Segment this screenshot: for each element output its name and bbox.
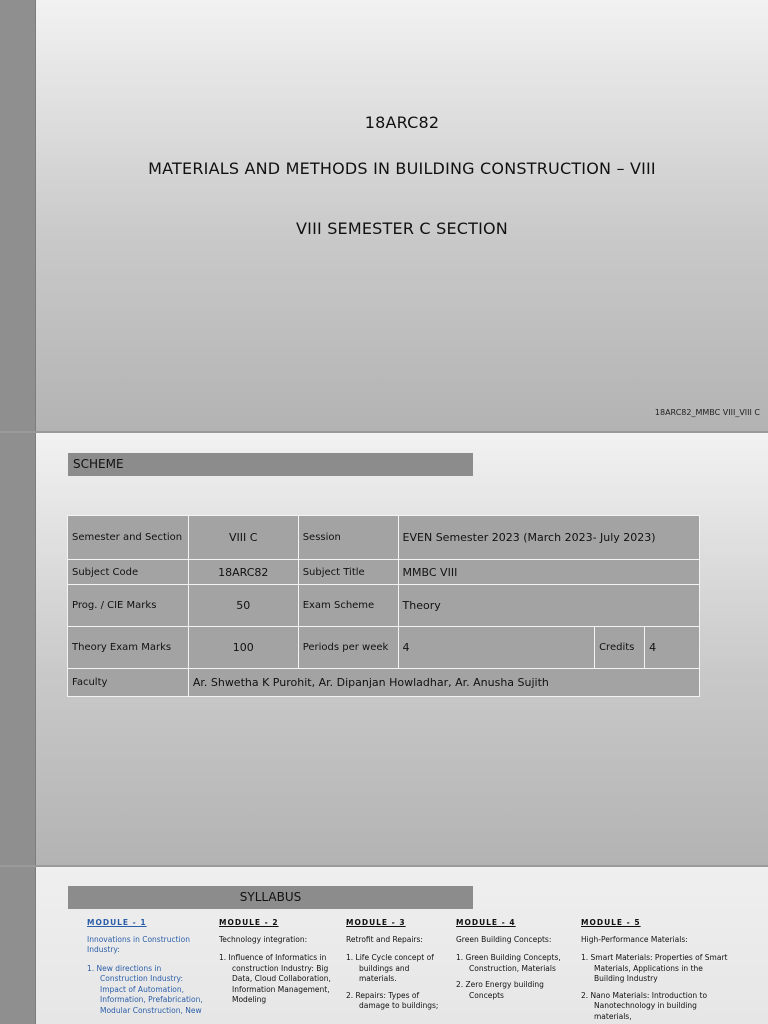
table-row [68,516,700,560]
cover-panel [36,0,768,431]
module-item: 1. Green Building Concepts, Construction, Materials [456,953,561,973]
table-cell: 18ARC82 [188,560,298,585]
table-cell: Faculty [68,669,189,697]
syllabus-slide [0,867,768,1024]
scheme-heading: SCHEME [68,453,473,476]
table-cell: Theory [398,585,699,627]
slide-footer: 18ARC82_MMBC VIII_VIII C [654,408,760,417]
table-row [68,560,700,585]
table-cell: Semester and Section [68,516,189,560]
table-cell: 4 [645,627,700,669]
table-cell: Ar. Shwetha K Purohit, Ar. Dipanjan Howladhar, Ar. Anusha Sujith [188,669,699,697]
table-cell: MMBC VIII [398,560,699,585]
module-topic: Innovations in Construction Industry: [87,934,190,954]
slide-thumbnail-strip [0,0,36,431]
module-item: 2. Repairs: Types of damage to buildings; [346,990,439,1010]
module-heading: MODULE - 1 [87,918,147,927]
module-item: 1. Life Cycle concept of buildings and materials. [346,953,434,983]
table-row [68,669,700,697]
scheme-slide [0,433,768,865]
table-cell: VIII C [188,516,298,560]
table-row [68,585,700,627]
module-topic: Green Building Concepts: [456,934,552,944]
semester-title: VIII SEMESTER C SECTION [296,219,508,238]
module-heading: MODULE - 2 [219,918,279,927]
module-heading: MODULE - 3 [346,918,406,927]
module-heading: MODULE - 5 [581,918,641,927]
table-cell: Session [298,516,398,560]
syllabus-heading: SYLLABUS [68,886,473,909]
table-row [68,627,700,669]
module-1-column [87,918,205,1022]
table-cell: 4 [398,627,595,669]
scheme-table [67,515,700,697]
module-topic: High-Performance Materials: [581,934,688,944]
slide-thumbnail-strip [0,433,36,865]
module-topic: Technology integration: [219,934,308,944]
table-cell: 100 [188,627,298,669]
module-item: 2. Zero Energy building Concepts [456,980,544,1000]
table-cell: Subject Title [298,560,398,585]
table-cell: Prog. / CIE Marks [68,585,189,627]
module-topic: Retrofit and Repairs: [346,934,423,944]
module-item: 2. Nano Materials: Introduction to Nanotechnology in building materials, [581,990,708,1021]
table-cell: Periods per week [298,627,398,669]
table-cell: EVEN Semester 2023 (March 2023- July 2023) [398,516,699,560]
module-heading: MODULE - 4 [456,918,516,927]
module-3-column [346,918,446,1018]
table-cell: Theory Exam Marks [68,627,189,669]
module-item: 1. Smart Materials: Properties of Smart Materials, Applications in the Building Industry [581,953,728,983]
module-5-column [581,918,733,1024]
module-item: 1. New directions in Construction Industry: Impact of Automation, Information, Prefabrication, Modular Construction, New [87,963,203,1015]
slide-thumbnail-strip [0,867,36,1024]
subject-code-title: 18ARC82 [364,113,440,132]
module-4-column [456,918,568,1007]
module-2-column [219,918,331,1012]
module-item: 1. Influence of Informatics in construction Industry: Big Data, Cloud Collaboration, Information Management, Modeling [219,953,331,1004]
table-cell: Credits [595,627,645,669]
table-cell: 50 [188,585,298,627]
table-cell: Subject Code [68,560,189,585]
subject-name-title: MATERIALS AND METHODS IN BUILDING CONSTRUCTION – VIII [148,159,656,178]
table-cell: Exam Scheme [298,585,398,627]
cover-slide [0,0,768,431]
